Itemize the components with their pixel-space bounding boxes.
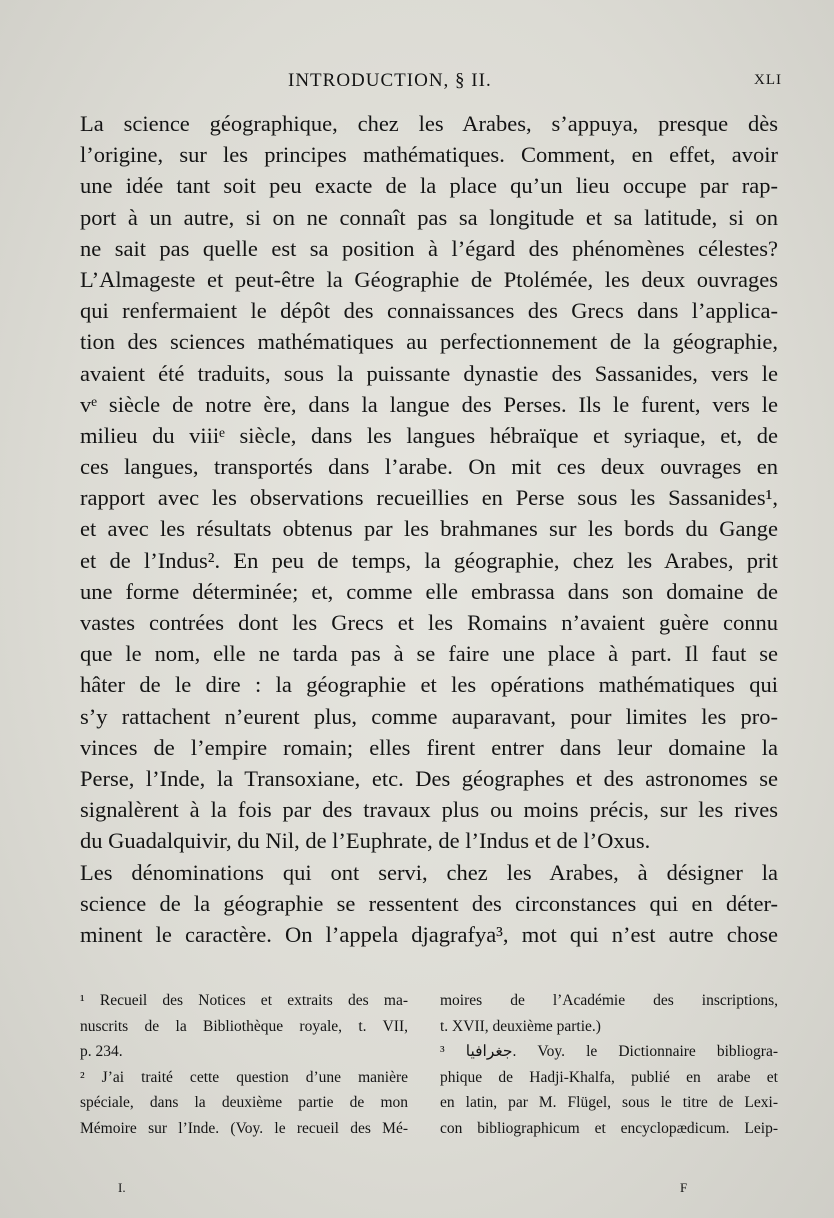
body-line: une forme déterminée; et, comme elle embrassa dans son domaine de [80, 578, 778, 604]
body-line: avaient été traduits, sous la puissante dynastie des Sassanides, vers le [80, 360, 778, 386]
footnote-line: moires de l’Académie des inscriptions, [440, 992, 778, 1009]
body-line: ces langues, transportés dans l’arabe. On mit ces deux ouvrages en [80, 454, 778, 480]
footnote-line: en latin, par M. Flügel, sous le titre de Lexi- [440, 1094, 778, 1112]
running-head [80, 70, 784, 94]
body-line: La science géographique, chez les Arabes, s’appuya, presque dès [80, 111, 778, 136]
signature-mark-left: I. [118, 1180, 126, 1195]
footnotes-right-column [440, 988, 778, 1142]
page-number: XLI [754, 72, 782, 88]
footnote-line: nuscrits de la Bibliothèque royale, t. VII, [80, 1017, 408, 1035]
body-line: ne sait pas quelle est sa position à l’égard des phénomènes célestes? [80, 235, 778, 261]
body-line: Les dénominations qui ont servi, chez les Arabes, à désigner la [80, 859, 778, 885]
body-line: Perse, l’Inde, la Transoxiane, etc. Des géographes et des astronomes se [80, 765, 778, 791]
signature-mark-right: F [680, 1180, 688, 1195]
body-line: port à un autre, si on ne connaît pas sa longitude et sa latitude, si on [80, 204, 778, 230]
body-line: tion des sciences mathématiques au perfectionnement de la géographie, [80, 329, 778, 355]
footnote-line: p. 234. [80, 1043, 123, 1061]
footnote-line: t. XVII, deuxième partie.) [440, 1017, 601, 1035]
body-line: une idée tant soit peu exacte de la place qu’un lieu occupe par rap- [80, 173, 778, 199]
body-line: et avec les résultats obtenus par les brahmanes sur les bords du Gange [80, 516, 778, 542]
footnotes-left-column [80, 988, 408, 1142]
body-line: signalèrent à la fois par des travaux plus ou moins précis, sur les rives [80, 797, 778, 823]
body-line: et de l’Indus². En peu de temps, la géographie, chez les Arabes, prit [80, 547, 778, 573]
footnote-line: Mémoire sur l’Inde. (Voy. le recueil des Mé- [80, 1119, 408, 1137]
body-line: L’Almageste et peut-être la Géographie de Ptolémée, les deux ouvrages [80, 266, 778, 292]
footnote-line: ³ جغرافيا. Voy. le Dictionnaire bibliogra- [440, 1043, 778, 1061]
body-line: vinces de l’empire romain; elles firent entrer dans leur domaine la [80, 734, 778, 760]
body-line: science de la géographie se ressentent des circonstances qui en déter- [80, 890, 778, 916]
body-line: hâter de le dire : la géographie et les opérations mathématiques qui [80, 672, 778, 698]
footnote-line: phique de Hadji-Khalfa, publié en arabe et [440, 1068, 778, 1086]
body-line: vastes contrées dont les Grecs et les Romains n’avaient guère connu [80, 610, 778, 635]
body-text [80, 108, 778, 950]
body-line: minent le caractère. On l’appela djagrafya³, mot qui n’est autre chose [80, 921, 778, 947]
footnotes [80, 988, 778, 1168]
body-line: du Guadalquivir, du Nil, de l’Euphrate, de l’Indus et de l’Oxus. [80, 828, 651, 854]
body-line: l’origine, sur les principes mathématiques. Comment, en effet, avoir [80, 142, 778, 168]
footnote-line: ² J’ai traité cette question d’une manière [80, 1068, 408, 1086]
footnote-line: ¹ Recueil des Notices et extraits des ma- [80, 992, 408, 1009]
body-line: milieu du viiiᵉ siècle, dans les langues hébraïque et syriaque, et, de [80, 422, 778, 448]
body-line: qui renfermaient le dépôt des connaissances des Grecs dans l’applica- [80, 298, 778, 324]
running-head-title: INTRODUCTION, § II. [288, 70, 492, 91]
footnote-line: spéciale, dans la deuxième partie de mon [80, 1094, 408, 1112]
footnote-line: con bibliographicum et encyclopædicum. Leip- [440, 1119, 778, 1137]
body-line: vᵉ siècle de notre ère, dans la langue des Perses. Ils le furent, vers le [80, 391, 778, 417]
body-line: que le nom, elle ne tarda pas à se faire une place à part. Il faut se [80, 641, 778, 667]
body-line: s’y rattachent n’eurent plus, comme auparavant, pour limites les pro- [80, 703, 778, 729]
body-line: rapport avec les observations recueillies en Perse sous les Sassanides¹, [80, 485, 778, 511]
